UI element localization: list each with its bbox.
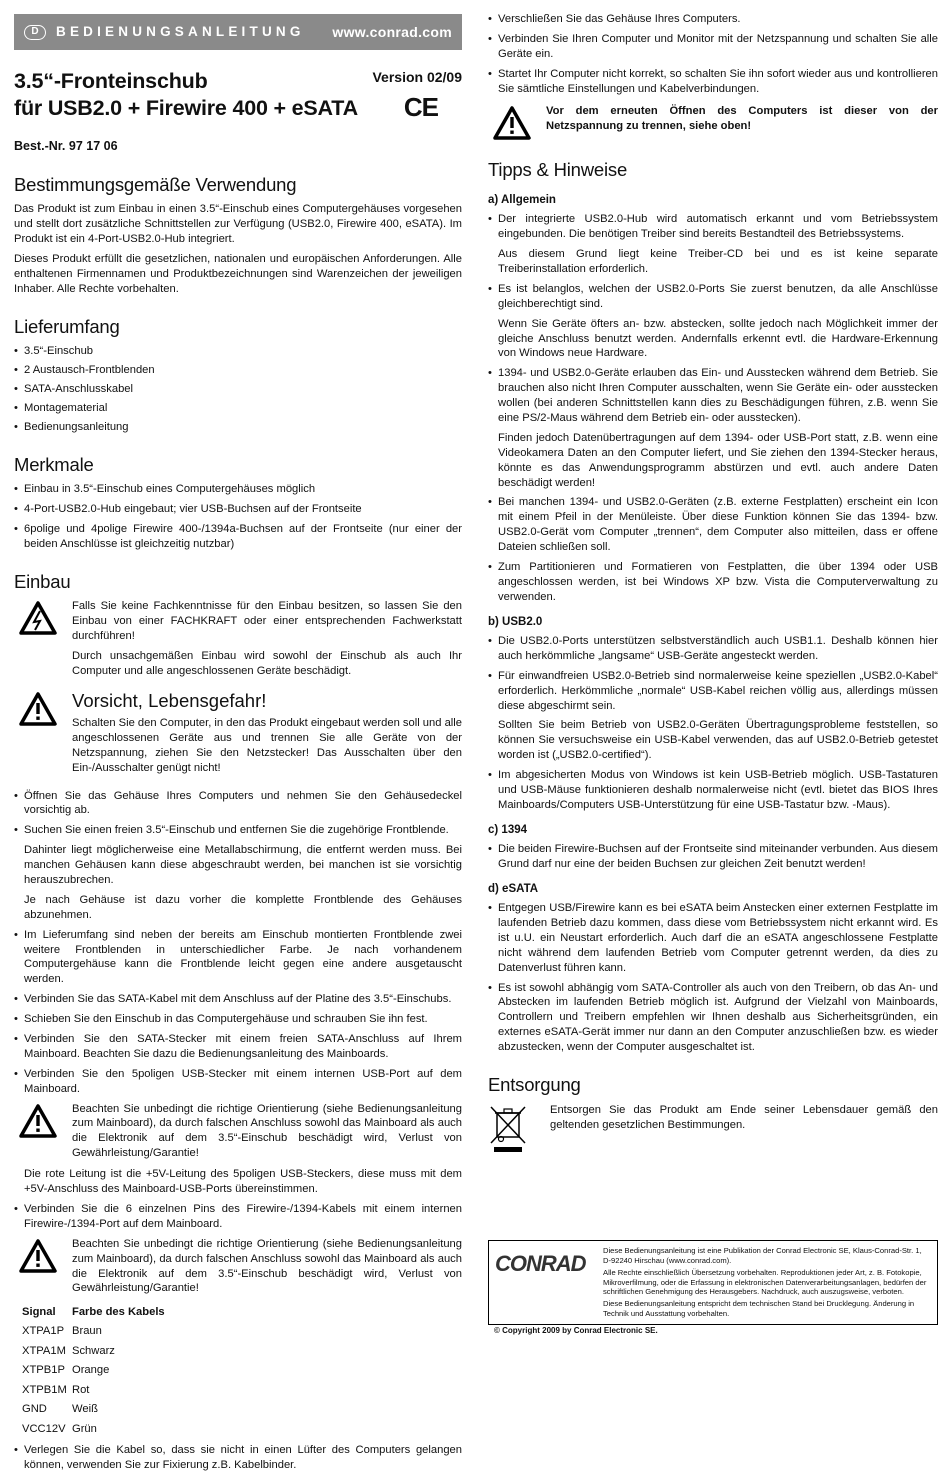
section-heading-tipps: Tipps & Hinweise xyxy=(488,159,628,181)
table-row xyxy=(22,1380,165,1400)
paragraph: Durch unsachgemäßen Einbau wird sowohl der Einschub als auch Ihr Computer und alle angeschlossenen Geräte beschädigt. xyxy=(72,650,462,677)
subsection-heading: d) eSATA xyxy=(488,882,539,895)
exclamation-warning-icon xyxy=(488,104,536,140)
sub-paragraph: Finden jedoch Datenübertragungen auf dem 1394- oder USB-Port statt, z.B. wenn eine Videokamera Daten an den Computer liefert, und Sie ziehen den 1394-Stecker heraus, könnte es das Anwendungsprogramm abstürzen und evtl. auch andere Daten beschädigt werden! xyxy=(498,431,938,489)
sub-paragraph: Wenn Sie Geräte öfters an- bzw. abstecken, sollte jedoch nach Möglichkeit immer der gleiche Anschluss benutzt werden. Andernfalls erkennt evtl. die Hardware-Erkennung von Windows neue Hardware. xyxy=(498,317,938,360)
table-header-row xyxy=(22,1302,165,1322)
list-item: • Es ist sowohl abhängig vom SATA-Controller als auch von den Treibern, ob das An- und Abstecken im laufenden Betrieb möglich ist. Aufgrund der Vielzahl von Mainboards, Controllern und Treibern empfehlen wir Ihnen deshalb aus Sicherheitsgründen, ein externes eSATA-Gerät immer nur dann an den Computer anzuschließen bzw. es wieder abzustecken, wenn der Computer ausgeschaltet ist. xyxy=(488,981,938,1055)
warning-text: Beachten Sie unbedingt die richtige Orientierung (siehe Bedienungsanleitung zum Mainboard), da durch falschen Anschluss sowohl das Mainboard als auch die Elektronik auf dem 3.5“-Einschub beschädigt wird, Verlust von Gewährleistung/Garantie! xyxy=(72,1102,462,1160)
list-item: • 4-Port-USB2.0-Hub eingebaut; vier USB-Buchsen auf der Frontseite xyxy=(14,502,462,517)
list-item: • 3.5“-Einschub xyxy=(14,344,462,359)
title-block xyxy=(14,68,462,144)
table-cell: Rot xyxy=(72,1383,90,1396)
table-cell: XTPA1M xyxy=(22,1344,66,1357)
product-title-line2: für USB2.0 + Firewire 400 + eSATA xyxy=(14,96,358,121)
exclamation-warning-icon xyxy=(14,690,62,781)
list-item: • Verbinden Sie das SATA-Kabel mit dem Anschluss auf der Platine des 3.5“-Einschubs. xyxy=(14,992,462,1007)
list-item: • Die USB2.0-Ports unterstützen selbstverständlich auch USB1.1. Deshalb können hier auch herkömmliche „langsame“ USB-Geräte angesteckt werden. xyxy=(488,634,938,664)
tips-list xyxy=(488,366,938,426)
list-item: • Im Lieferumfang sind neben der bereits am Einschub montierten Frontblende zwei weitere Frontblenden in unterschiedlicher Farbe. Je nach vorhandenem Computergehäuse kann die Frontblende leicht gegen eine andere ausgetauscht werden. xyxy=(14,928,462,988)
list-item: • Startet Ihr Computer nicht korrekt, so schalten Sie ihn sofort wieder aus und kontrollieren Sie sämtliche Einstellungen und Kabelverbindungen. xyxy=(488,67,938,97)
installation-steps xyxy=(488,12,938,96)
section-heading-entsorgung: Entsorgung xyxy=(488,1074,581,1096)
paragraph: Dieses Produkt erfüllt die gesetzlichen, nationalen und europäischen Anforderungen. Alle enthaltenen Firmennamen und Produktbezeichnungen sind Warenzeichen der jeweiligen Inhaber. Alle Rechte vorbehalten. xyxy=(14,252,462,295)
product-title-line1: 3.5“-Fronteinschub xyxy=(14,69,208,93)
order-number: Best.-Nr. 97 17 06 xyxy=(14,139,118,153)
footer-line: Alle Rechte einschließlich Übersetzung vorbehalten. Reproduktionen jeder Art, z. B. Fotokopie, Mikroverfilmung, oder die Erfassung in elektronischen Datenverarbeitungsanlagen, bedürfen der schriftlichen Genehmigung des Herausgebers. Nachdruck, auch auszugsweise, verboten. xyxy=(603,1267,927,1297)
list-item: • Montagematerial xyxy=(14,401,462,416)
sub-paragraph: Die rote Leitung ist die +5V-Leitung des 5poligen USB-Steckers, diese muss mit dem +5V-Anschluss des Mainboard-USB-Ports übereinstimmen. xyxy=(24,1168,462,1196)
installation-steps xyxy=(14,1202,462,1232)
section-heading-bestimmung: Bestimmungsgemäße Verwendung xyxy=(14,173,297,195)
danger-heading: Vorsicht, Lebensgefahr! xyxy=(72,689,267,711)
footer-line: Diese Bedienungsanleitung ist eine Publikation der Conrad Electronic SE, Klaus-Conrad-Str. 1, D-92240 Hirschau (www.conrad.com). xyxy=(603,1246,922,1265)
list-item: • 6polige und 4polige Firewire 400-/1394a-Buchsen auf der Frontseite (nur einer der beiden Anschlüsse ist gleichzeitig nutzbar) xyxy=(14,522,462,552)
danger-warning-block xyxy=(14,690,462,781)
list-item: • Verbinden Sie den SATA-Stecker mit einem freien SATA-Anschluss auf Ihrem Mainboard. Beachten Sie dazu die Bedienungsanleitung des Mainboards. xyxy=(14,1032,462,1062)
section-heading-einbau: Einbau xyxy=(14,570,71,592)
installation-steps xyxy=(14,789,462,839)
list-item: • Der integrierte USB2.0-Hub wird automatisch erkannt und vom Betriebssystem eingebunden. Die benötigen Treiber sind bereits Bestandteil des Betriebssystems. xyxy=(488,212,938,242)
high-voltage-warning-icon xyxy=(14,599,62,683)
footer-line: Diese Bedienungsanleitung entspricht dem technischen Stand bei Drucklegung. Änderung in Technik und Ausstattung vorbehalten. xyxy=(603,1299,915,1319)
table-cell: Braun xyxy=(72,1325,102,1338)
list-item: • 1394- und USB2.0-Geräte erlauben das Ein- und Ausstecken während dem Betrieb. Sie brauchen also nicht Ihren Computer ausschalten, wenn Sie Geräte ein- oder ausstecken wollen (bei anderen Schnittstellen kann dies zu Beschädigungen führen, z.B. wenn Sie eine PS/2-Maus während dem Betrieb ein- oder ausstecken). xyxy=(488,366,938,426)
paragraph: Das Produkt ist zum Einbau in einen 3.5“-Einschub eines Computergehäuses vorgesehen und stellt dort zusätzliche Schnittstellen zur Verfügung (USB2.0, Firewire 400, eSATA). Im Produkt ist ein 4-Port-USB2.0-Hub integriert. xyxy=(14,203,462,245)
sub-paragraph: Sollten Sie beim Betrieb von USB2.0-Geräten Übertragungsprobleme feststellen, so können Sie versuchsweise ein USB-Kabel verwenden, das auf USB2.0-Betrieb getestet worden ist („USB2.0-certified“). xyxy=(498,719,938,762)
list-item: • 2 Austausch-Frontblenden xyxy=(14,363,462,378)
publisher-footer xyxy=(488,1240,938,1325)
list-item: • Zum Partitionieren und Formatieren von Festplatten, die über 1394 oder USB angeschlossen werden, ist bei Windows XP bzw. Vista die Computerverwaltung zu verwenden. xyxy=(488,560,938,605)
sub-paragraph: Je nach Gehäuse ist dazu vorher die komplette Frontblende des Gehäuses abzunehmen. xyxy=(24,893,462,921)
orientation-warning-block xyxy=(14,1102,462,1162)
table-row xyxy=(22,1419,165,1439)
right-column xyxy=(488,12,938,1158)
list-item: • Für einwandfreien USB2.0-Betrieb sind normalerweise keine speziellen „USB2.0-Kabel“ erforderlich. Herkömmliche „normale“ USB-Kabel reichen völlig aus, allerdings müssen diese abgeschirmt sein. xyxy=(488,669,938,714)
table-cell: Schwarz xyxy=(72,1344,115,1357)
section-heading-lieferumfang: Lieferumfang xyxy=(14,315,120,337)
table-header: Signal xyxy=(22,1305,56,1318)
table-cell: Grün xyxy=(72,1422,97,1435)
ce-mark: CE xyxy=(403,92,438,122)
list-item: • Entgegen USB/Firewire kann es bei eSATA beim Anstecken einer externen Festplatte im laufenden Betrieb dazu kommen, dass diese vom Betriebssystem nicht erkannt wird. Es ist u.U. ein Neustart erforderlich. Auch darf die an eSATA angeschlossene Festplatte nicht während dem laufenden Betrieb vom Computer getrennt werden, da dies zu Datenverlust führen kann. xyxy=(488,901,938,975)
list-item: • Suchen Sie einen freien 3.5“-Einschub und entfernen Sie die zugehörige Frontblende. xyxy=(14,823,462,838)
list-item: • Verbinden Sie die 6 einzelnen Pins des Firewire-/1394-Kabels mit einem internen Firewire-/1394-Port auf dem Mainboard. xyxy=(14,1202,462,1232)
electric-warning-block xyxy=(14,599,462,683)
tips-list xyxy=(488,282,938,312)
signal-table xyxy=(22,1302,165,1439)
disposal-text: Entsorgen Sie das Produkt am Ende seiner Lebensdauer gemäß den geltenden gesetzlichen Bestimmungen. xyxy=(550,1103,938,1131)
disposal-block xyxy=(488,1103,938,1158)
list-item: • Verschließen Sie das Gehäuse Ihres Computers. xyxy=(488,12,938,27)
list-item: • Öffnen Sie das Gehäuse Ihres Computers und nehmen Sie den Gehäusedeckel vorsichtig ab. xyxy=(14,789,462,819)
copyright-line: © Copyright 2009 by Conrad Electronic SE. xyxy=(494,1326,658,1335)
warning-text: Vor dem erneuten Öffnen des Computers ist dieser von der Netzspannung zu trennen, siehe oben! xyxy=(546,105,938,133)
installation-steps xyxy=(14,1443,462,1473)
delivery-list xyxy=(14,344,462,434)
table-cell: GND xyxy=(22,1403,47,1416)
list-item: • Verbinden Sie Ihren Computer und Monitor mit der Netzspannung und schalten Sie alle Geräte ein. xyxy=(488,32,938,62)
language-badge: D xyxy=(24,25,46,40)
reopen-warning-block xyxy=(488,104,938,140)
table-cell: VCC12V xyxy=(22,1422,66,1435)
tips-list xyxy=(488,634,938,713)
document-type-label: BEDIENUNGSANLEITUNG xyxy=(56,24,305,40)
subsection-heading: b) USB2.0 xyxy=(488,615,543,628)
subsection-heading: c) 1394 xyxy=(488,823,528,836)
list-item: • Einbau in 3.5“-Einschub eines Computergehäuses möglich xyxy=(14,482,462,497)
table-cell: Orange xyxy=(72,1364,110,1377)
installation-steps xyxy=(14,928,462,1097)
list-item: • Bei manchen 1394- und USB2.0-Geräten (z.B. externe Festplatten) erscheint ein Icon mit einem Pfeil in der Menüleiste. Über diese Funktion können Sie das 1394- bzw. USB2.0-Gerät vom Computer „trennen“, dem Computer also mitteilen, dass er offene Dateien schließen soll. xyxy=(488,495,938,555)
sub-paragraph: Aus diesem Grund liegt keine Treiber-CD bei und es ist keine separate Treiberinstallation erforderlich. xyxy=(498,248,938,275)
conrad-logo: CONRAD xyxy=(495,1251,586,1276)
paragraph: Falls Sie keine Fachkenntnisse für den Einbau besitzen, so lassen Sie den Einbau von einer FACHKRAFT oder einer entsprechenden Fachwerkstatt durchführen! xyxy=(72,600,462,643)
list-item: • Bedienungsanleitung xyxy=(14,420,462,435)
exclamation-warning-icon xyxy=(14,1102,62,1162)
list-item: • Es ist belanglos, welchen der USB2.0-Ports Sie zuerst benutzen, da alle Anschlüsse gleichberechtigt sind. xyxy=(488,282,938,312)
warning-text: Beachten Sie unbedingt die richtige Orientierung (siehe Bedienungsanleitung zum Mainboard), da durch falschen Anschluss sowohl das Mainboard als auch die Elektronik auf dem 3.5“-Einschub beschädigt wird, Verlust von Gewährleistung/Garantie! xyxy=(72,1237,462,1295)
tips-list xyxy=(488,212,938,242)
tips-list xyxy=(488,768,938,813)
tips-list xyxy=(488,842,938,872)
crossed-bin-icon xyxy=(488,1103,528,1158)
header-bar xyxy=(14,14,462,50)
table-row xyxy=(22,1400,165,1420)
table-cell: XTPB1P xyxy=(22,1364,65,1377)
tips-list xyxy=(488,901,938,1055)
left-column xyxy=(14,14,462,1478)
table-row xyxy=(22,1322,165,1342)
list-item: • SATA-Anschlusskabel xyxy=(14,382,462,397)
tips-list xyxy=(488,495,938,604)
orientation-warning-block xyxy=(14,1237,462,1297)
website-url: www.conrad.com xyxy=(332,23,452,40)
list-item: • Schieben Sie den Einschub in das Computergehäuse und schrauben Sie ihn fest. xyxy=(14,1012,462,1027)
table-row xyxy=(22,1361,165,1381)
table-row xyxy=(22,1341,165,1361)
table-header: Farbe des Kabels xyxy=(72,1305,165,1318)
paragraph: Schalten Sie den Computer, in den das Produkt eingebaut werden soll und alle angeschlossenen Geräte aus und trennen Sie alle Geräte von der Netzspannung, ziehen Sie den Netzstecker! Das Ausschalten über den Ein-/Ausschalter genügt nicht! xyxy=(72,717,462,774)
features-list xyxy=(14,482,462,552)
version-label: Version 02/09 xyxy=(372,69,462,85)
list-item: • Verlegen Sie die Kabel so, dass sie nicht in einen Lüfter des Computers gelangen können, verwenden Sie zur Fixierung z.B. Kabelbinder. xyxy=(14,1443,462,1473)
publisher-notes xyxy=(603,1246,931,1319)
table-cell: XTPB1M xyxy=(22,1383,67,1396)
list-item: • Im abgesicherten Modus von Windows ist kein USB-Betrieb möglich. USB-Tastaturen und USB-Mäuse funktionieren deshalb normalerweise nicht (evtl. bietet das BIOS Ihres Mainboards/Computers USB-Unterstützung für eine USB-Tastatur bzw. -Maus). xyxy=(488,768,938,813)
sub-paragraph: Dahinter liegt möglicherweise eine Metallabschirmung, die entfernt werden muss. Bei manchen Gehäusen kann diese abgeschraubt werden, bei manchen ist sie vorsichtig herauszubrechen. xyxy=(24,844,462,887)
table-cell: Weiß xyxy=(72,1403,98,1416)
table-cell: XTPA1P xyxy=(22,1325,65,1338)
section-heading-merkmale: Merkmale xyxy=(14,453,94,475)
list-item: • Verbinden Sie den 5poligen USB-Stecker mit einem internen USB-Port auf dem Mainboard. xyxy=(14,1067,462,1097)
subsection-heading: a) Allgemein xyxy=(488,194,556,207)
list-item: • Die beiden Firewire-Buchsen auf der Frontseite sind miteinander verbunden. Aus diesem Grund darf nur eine der beiden Buchsen zur gleichen Zeit benutzt werden! xyxy=(488,842,938,872)
exclamation-warning-icon xyxy=(14,1237,62,1297)
